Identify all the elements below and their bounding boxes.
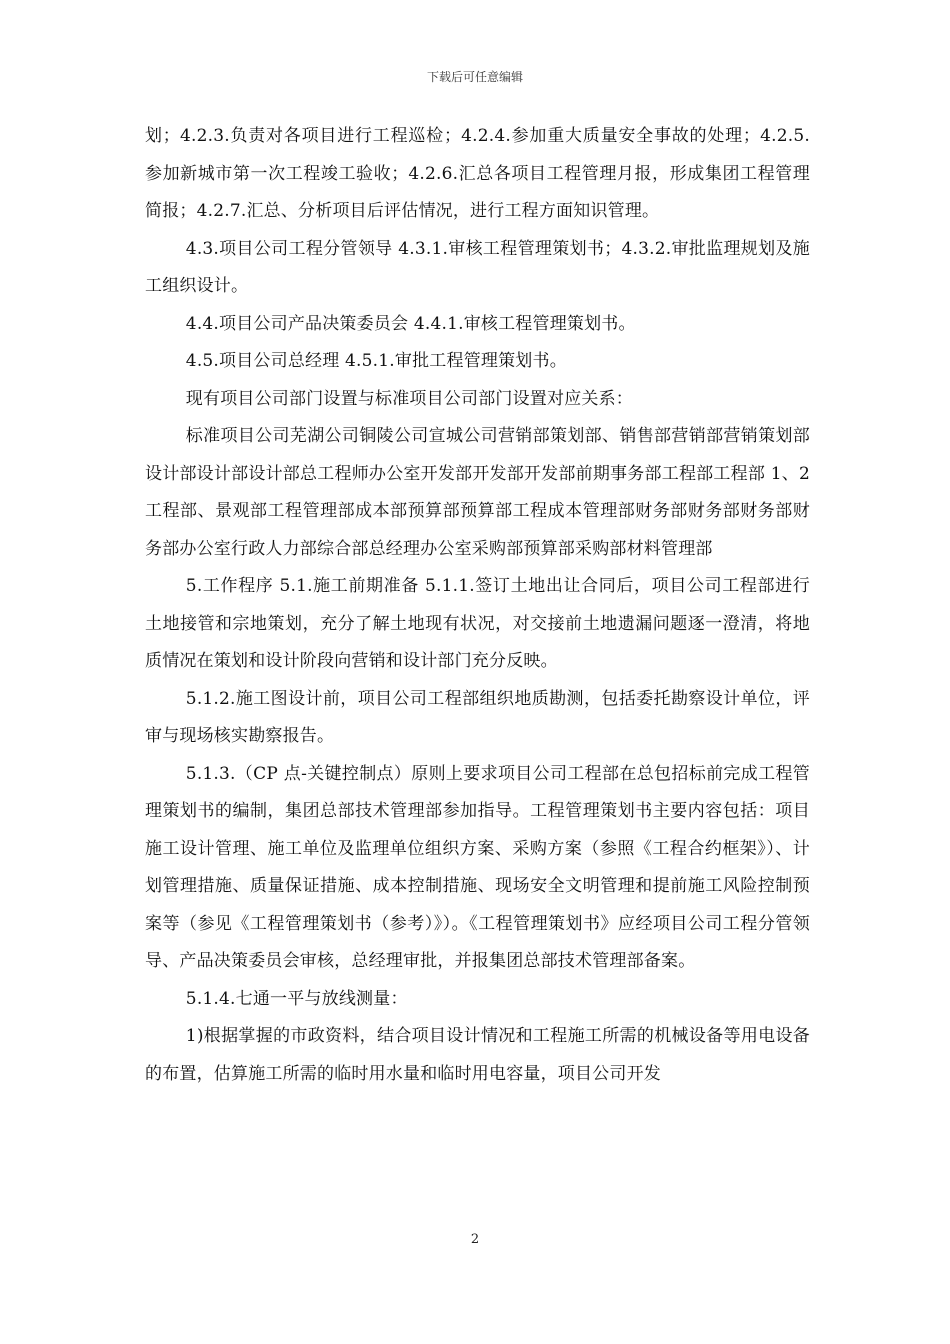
paragraph-5-1-4-item-1: 1)根据掌握的市政资料，结合项目设计情况和工程施工所需的机械设备等用电设备的布置，估算施工所需的临时用水量和临时用电容量，项目公司开发 — [145, 1026, 810, 1084]
paragraph-department-mapping-heading: 现有项目公司部门设置与标准项目公司部门设置对应关系： — [185, 388, 633, 409]
paragraph-4-4: 4.4.项目公司产品决策委员会 4.4.1.审核工程管理策划书。 — [185, 313, 636, 334]
document-body — [145, 118, 810, 1093]
paragraph-5-1-3: 5.1.3.（CP 点-关键控制点）原则上要求项目公司工程部在总包招标前完成工程管理策划书的编制，集团总部技术管理部参加指导。工程管理策划书主要内容包括：项目施工设计管理、施工单位及监理单位组织方案、采购方案（参照《工程合约框架》）、计划管理措施、质量保证措施、成本控制措施、现场安全文明管理和提前施工风险控制预案等（参见《工程管理策划书（参考）》）。《工程管理策划书》应经项目公司工程分管领导、产品决策委员会审核，总经理审批，并报集团总部技术管理部备案。 — [145, 763, 810, 971]
paragraph-4-3: 4.3.项目公司工程分管领导 4.3.1.审核工程管理策划书；4.3.2.审批监理规划及施工组织设计。 — [145, 238, 810, 296]
paragraph-5-1-1: 5.工作程序 5.1.施工前期准备 5.1.1.签订土地出让合同后，项目公司工程部进行土地接管和宗地策划，充分了解土地现有状况，对交接前土地遗漏问题逐一澄清，将地质情况在策划和设计阶段向营销和设计部门充分反映。 — [145, 576, 810, 671]
page-header: 下载后可任意编辑 — [426, 70, 523, 84]
paragraph-5-1-4: 5.1.4.七通一平与放线测量： — [185, 988, 408, 1009]
paragraph-4-2-continuation: 划；4.2.3.负责对各项目进行工程巡检；4.2.4.参加重大质量安全事故的处理；4.2.5.参加新城市第一次工程竣工验收；4.2.6.汇总各项目工程管理月报，形成集团工程管理简报；4.2.7.汇总、分析项目后评估情况，进行工程方面知识管理。 — [145, 126, 810, 221]
paragraph-department-mapping: 标准项目公司芜湖公司铜陵公司宣城公司营销部策划部、销售部营销部营销策划部设计部设计部设计部总工程师办公室开发部开发部开发部前期事务部工程部工程部 1、2 工程部、景观部工程管理部成本部预算部预算部工程成本管理部财务部财务部财务部财务部办公室行政人力部综合部总经理办公室采购部预算部采购部材料管理部 — [145, 426, 810, 559]
paragraph-4-5: 4.5.项目公司总经理 4.5.1.审批工程管理策划书。 — [185, 351, 567, 371]
paragraph-5-1-2: 5.1.2.施工图设计前，项目公司工程部组织地质勘测，包括委托勘察设计单位，评审与现场核实勘察报告。 — [145, 688, 810, 746]
page-number: 2 — [470, 1232, 480, 1247]
